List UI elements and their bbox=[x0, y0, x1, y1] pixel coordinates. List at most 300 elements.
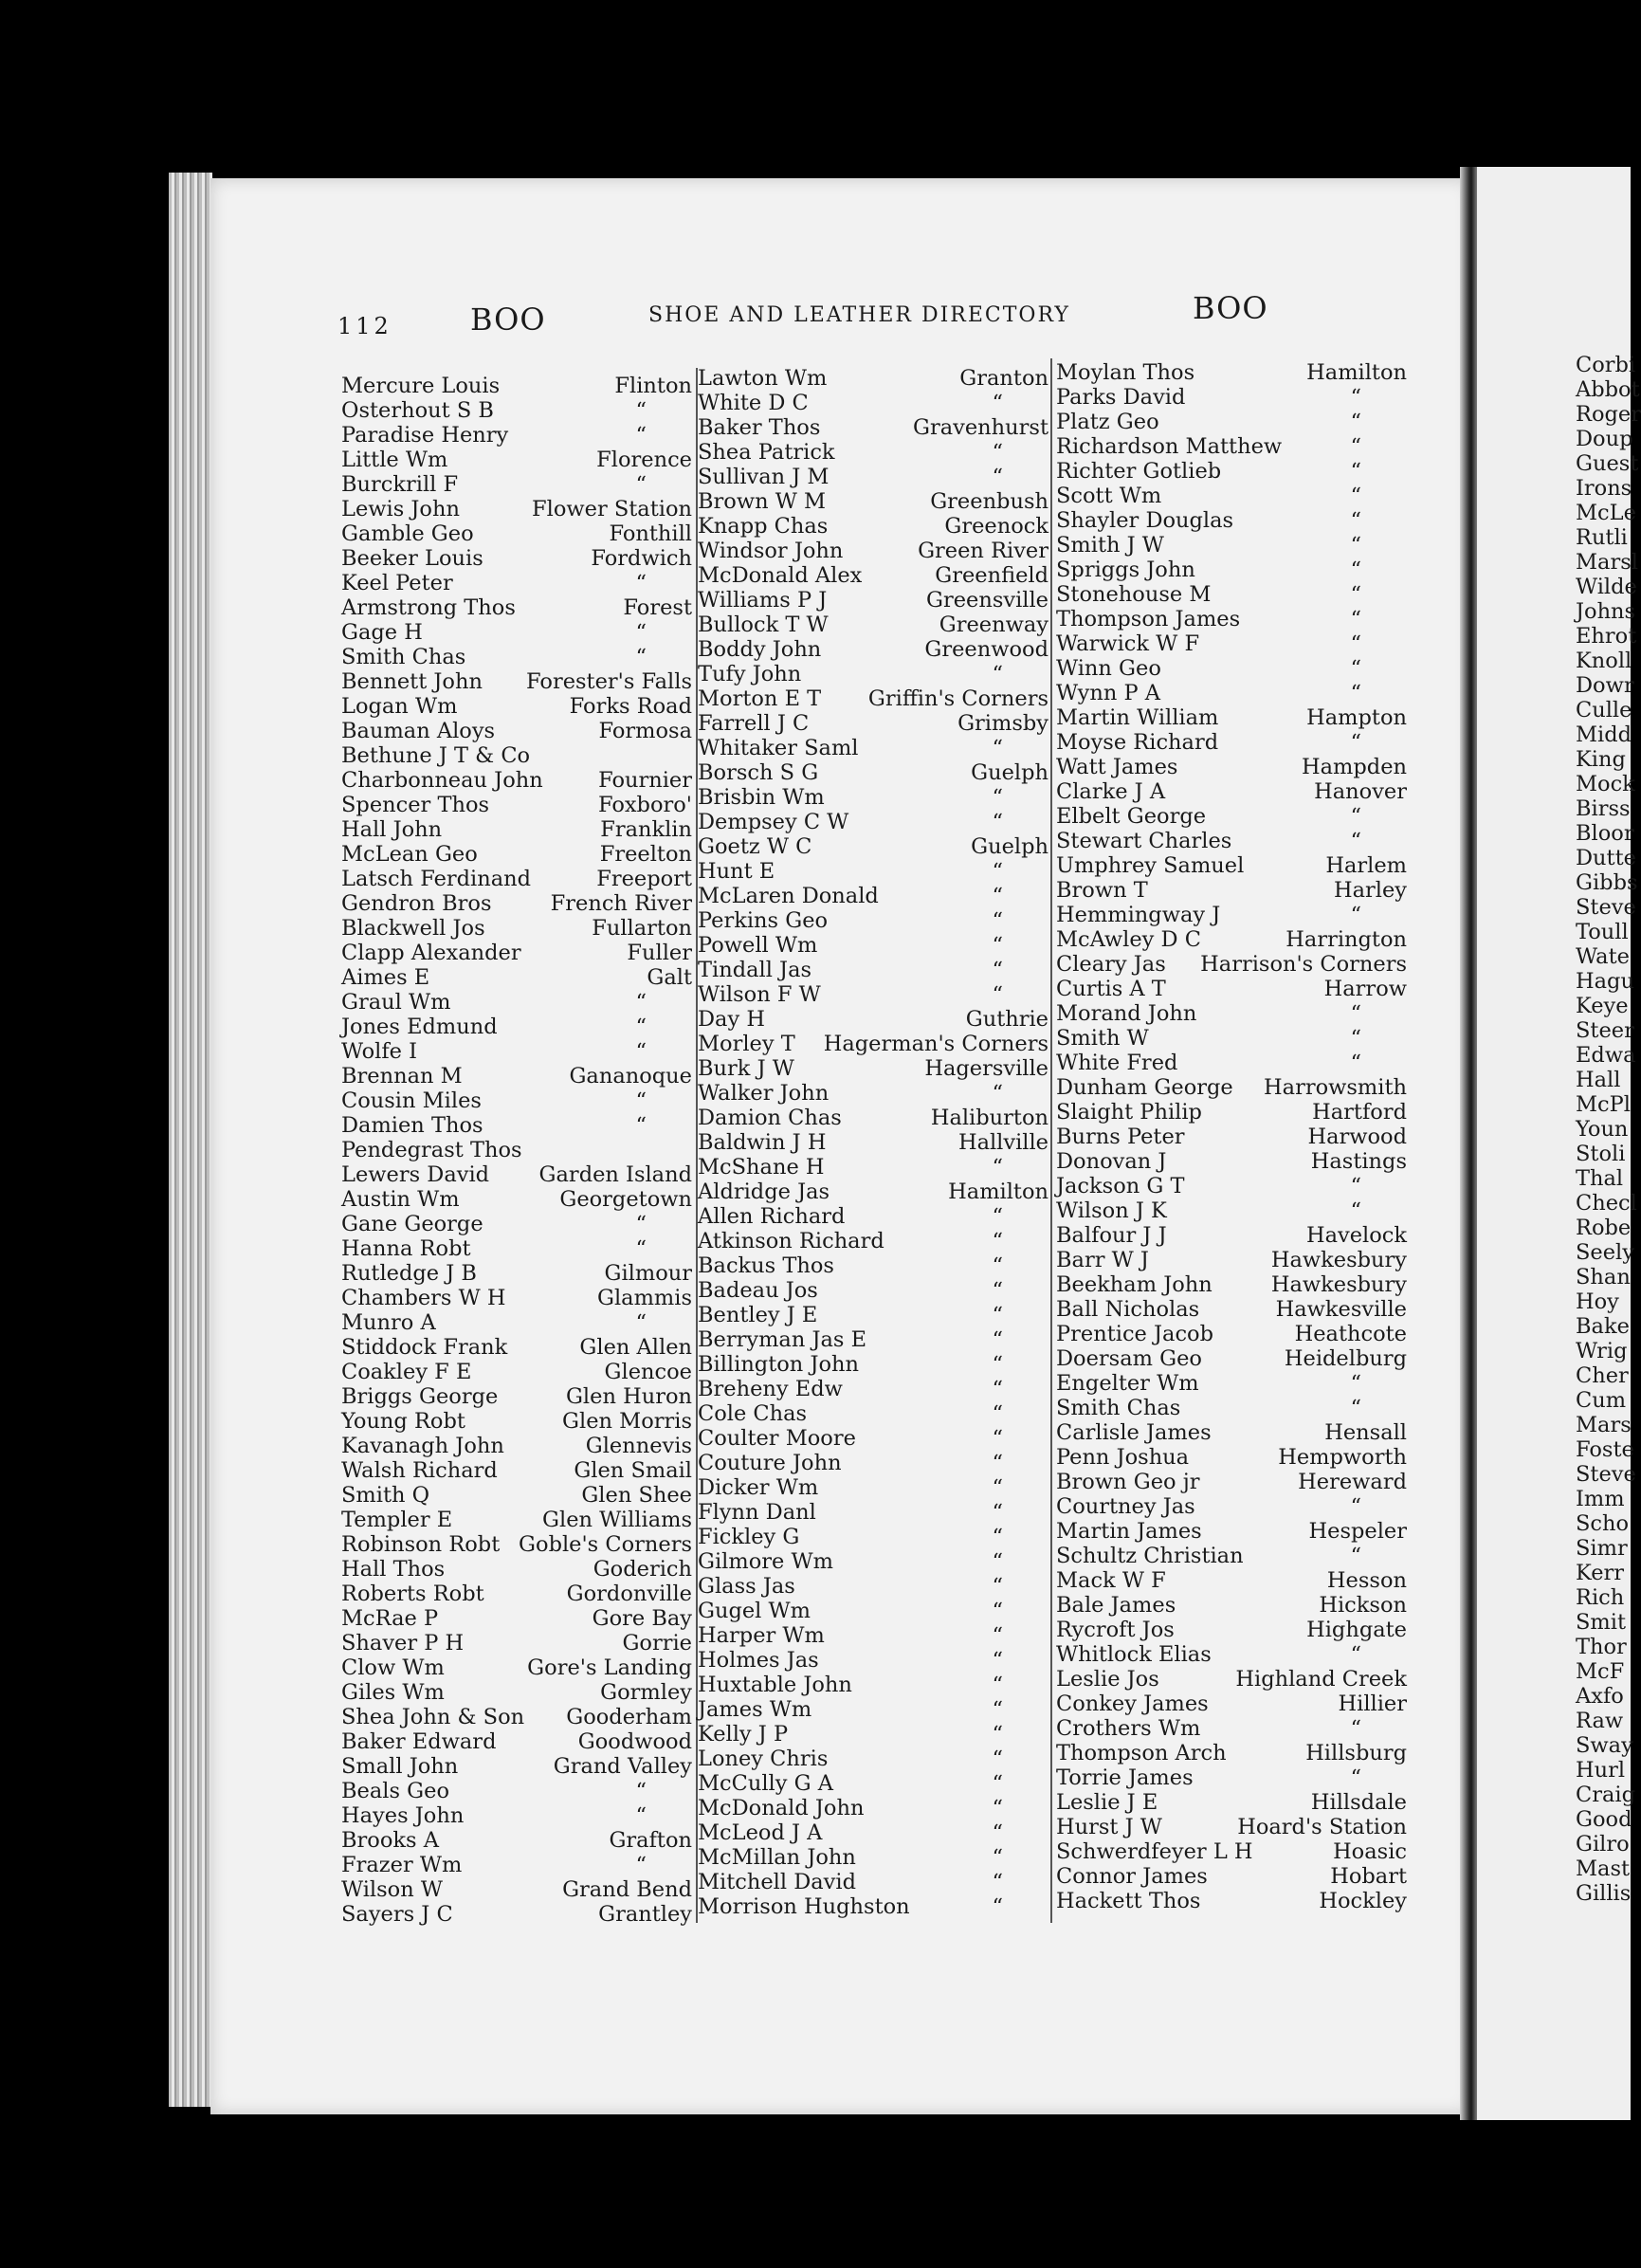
directory-entry bbox=[341, 1606, 692, 1631]
entry-name: Gage H bbox=[341, 620, 423, 645]
entry-place: Gooderham bbox=[566, 1705, 692, 1729]
directory-entry bbox=[341, 398, 692, 423]
directory-entry bbox=[698, 958, 1048, 982]
entry-place: “ bbox=[635, 1113, 647, 1138]
entry-place: “ bbox=[992, 1747, 1003, 1771]
entry-place: Hamilton bbox=[948, 1180, 1048, 1204]
entry-place: Forest bbox=[623, 595, 692, 620]
directory-entry bbox=[698, 1894, 1048, 1919]
entry-name: White Fred bbox=[1056, 1051, 1178, 1075]
entry-place: Guelph bbox=[971, 760, 1048, 785]
entry-place: Hereward bbox=[1298, 1470, 1407, 1494]
entry-place: “ bbox=[992, 1599, 1003, 1623]
directory-entry bbox=[341, 867, 692, 891]
column-divider bbox=[1050, 358, 1052, 1923]
directory-entry bbox=[341, 719, 692, 743]
directory-entry bbox=[341, 743, 692, 768]
directory-column-1 bbox=[341, 374, 692, 1927]
entry-name: Smith Q bbox=[341, 1483, 430, 1508]
entry-place: “ bbox=[1350, 1494, 1361, 1519]
entry-place: Hartford bbox=[1312, 1100, 1407, 1125]
entry-name: Backus Thos bbox=[698, 1253, 834, 1278]
directory-entry bbox=[1056, 1618, 1407, 1642]
entry-name: Slaight Philip bbox=[1056, 1100, 1202, 1125]
entry-place: “ bbox=[992, 662, 1003, 686]
entry-place: “ bbox=[992, 1475, 1003, 1500]
directory-entry bbox=[698, 1796, 1048, 1820]
entry-place: “ bbox=[1350, 410, 1361, 434]
directory-entry bbox=[341, 1582, 692, 1606]
directory-entry bbox=[698, 1081, 1048, 1106]
directory-entry bbox=[698, 1032, 1048, 1056]
entry-name: Curtis A T bbox=[1056, 977, 1166, 1001]
entry-place: “ bbox=[992, 1648, 1003, 1673]
directory-entry bbox=[698, 440, 1048, 465]
directory-entry bbox=[698, 1820, 1048, 1845]
entry-place: “ bbox=[992, 736, 1003, 760]
directory-entry bbox=[698, 1451, 1048, 1475]
entry-place: “ bbox=[635, 571, 647, 595]
directory-entry bbox=[341, 546, 692, 571]
entry-name: Little Wm bbox=[341, 448, 448, 472]
entry-place: Glammis bbox=[597, 1286, 692, 1310]
directory-entry bbox=[1056, 558, 1407, 582]
entry-place: Hanover bbox=[1314, 779, 1407, 804]
entry-name: Latsch Ferdinand bbox=[341, 867, 532, 891]
entry-name: Graul Wm bbox=[341, 990, 451, 1015]
entry-place: Greenfield bbox=[935, 563, 1048, 588]
entry-name: Badeau Jos bbox=[698, 1278, 818, 1303]
entry-place: “ bbox=[1350, 1001, 1361, 1026]
entry-name: Clow Wm bbox=[341, 1655, 445, 1680]
entry-name: Ball Nicholas bbox=[1056, 1297, 1200, 1322]
facing-page-fragment: King bbox=[1576, 747, 1626, 772]
entry-name: Armstrong Thos bbox=[341, 595, 516, 620]
directory-entry bbox=[341, 1064, 692, 1088]
entry-place: “ bbox=[635, 1853, 647, 1877]
entry-place: Grand Bend bbox=[562, 1877, 692, 1902]
entry-place: Harrington bbox=[1285, 927, 1407, 952]
entry-place: “ bbox=[635, 1212, 647, 1236]
directory-entry bbox=[698, 613, 1048, 637]
entry-name: Cleary Jas bbox=[1056, 952, 1166, 977]
entry-name: Morton E T bbox=[698, 686, 822, 711]
entry-name: McCully G A bbox=[698, 1771, 833, 1796]
entry-place: “ bbox=[1350, 459, 1361, 484]
entry-place: Forks Road bbox=[569, 694, 692, 719]
entry-name: Hurst J W bbox=[1056, 1815, 1162, 1839]
entry-name: Mercure Louis bbox=[341, 374, 501, 398]
entry-place: “ bbox=[992, 1673, 1003, 1697]
directory-entry bbox=[698, 933, 1048, 958]
entry-name: Aimes E bbox=[341, 965, 430, 990]
entry-place: Hastings bbox=[1310, 1149, 1407, 1174]
entry-name: Whitaker Saml bbox=[698, 736, 859, 760]
entry-name: Pendegrast Thos bbox=[341, 1138, 522, 1162]
entry-name: Bethune J T & Co bbox=[341, 743, 531, 768]
entry-name: Martin William bbox=[1056, 705, 1219, 730]
entry-place: “ bbox=[992, 1204, 1003, 1229]
entry-name: Day H bbox=[698, 1007, 765, 1032]
directory-entry bbox=[1056, 853, 1407, 878]
entry-place: Glen Shee bbox=[581, 1483, 692, 1508]
entry-place: Harrow bbox=[1323, 977, 1407, 1001]
directory-entry bbox=[1056, 1223, 1407, 1248]
entry-name: Shea Patrick bbox=[698, 440, 835, 465]
entry-place: “ bbox=[992, 1525, 1003, 1549]
entry-name: Bauman Aloys bbox=[341, 719, 496, 743]
entry-name: Williams P J bbox=[698, 588, 828, 613]
entry-place: “ bbox=[1350, 656, 1361, 681]
facing-page-fragment: Gillis bbox=[1576, 1881, 1632, 1906]
directory-entry bbox=[341, 423, 692, 448]
facing-page-fragment: Robe bbox=[1576, 1216, 1632, 1240]
entry-place: “ bbox=[992, 1574, 1003, 1599]
entry-place: “ bbox=[992, 1623, 1003, 1648]
entry-place: Grafton bbox=[609, 1828, 692, 1853]
entry-name: Small John bbox=[341, 1754, 459, 1779]
entry-name: Keel Peter bbox=[341, 571, 453, 595]
entry-name: Barr W J bbox=[1056, 1248, 1149, 1272]
entry-place: “ bbox=[992, 884, 1003, 908]
facing-page-fragment: Seely bbox=[1576, 1240, 1634, 1265]
entry-name: Charbonneau John bbox=[341, 768, 543, 793]
entry-name: Cole Chas bbox=[698, 1401, 808, 1426]
entry-place: Green River bbox=[918, 539, 1048, 563]
entry-place: “ bbox=[992, 1377, 1003, 1401]
directory-entry bbox=[1056, 1519, 1407, 1544]
entry-place: Hespeler bbox=[1308, 1519, 1407, 1544]
directory-entry bbox=[1056, 1741, 1407, 1765]
entry-place: Hesson bbox=[1326, 1568, 1407, 1593]
entry-name: Leslie Jos bbox=[1056, 1667, 1159, 1692]
entry-name: Donovan J bbox=[1056, 1149, 1167, 1174]
entry-place: “ bbox=[635, 398, 647, 423]
entry-name: Stiddock Frank bbox=[341, 1335, 508, 1360]
directory-entry bbox=[341, 1286, 692, 1310]
directory-entry bbox=[698, 563, 1048, 588]
facing-page-fragment: Hagu bbox=[1576, 969, 1634, 994]
entry-place: “ bbox=[1350, 903, 1361, 927]
facing-page-fragment: Wate bbox=[1576, 944, 1630, 969]
entry-name: Wynn P A bbox=[1056, 681, 1161, 705]
directory-entry bbox=[698, 1007, 1048, 1032]
entry-name: McRae P bbox=[341, 1606, 439, 1631]
directory-entry bbox=[698, 1352, 1048, 1377]
entry-name: Blackwell Jos bbox=[341, 916, 485, 941]
entry-name: Spencer Thos bbox=[341, 793, 490, 817]
entry-place: Hawkesbury bbox=[1270, 1272, 1407, 1297]
entry-name: Penn Joshua bbox=[1056, 1445, 1190, 1470]
entry-name: Beekham John bbox=[1056, 1272, 1213, 1297]
facing-page-fragment: Roger bbox=[1576, 402, 1641, 427]
entry-place: “ bbox=[992, 958, 1003, 982]
entry-name: Warwick W F bbox=[1056, 631, 1200, 656]
entry-name: Gendron Bros bbox=[341, 891, 492, 916]
directory-entry bbox=[1056, 1001, 1407, 1026]
directory-entry bbox=[1056, 459, 1407, 484]
directory-entry bbox=[1056, 903, 1407, 927]
directory-entry bbox=[1056, 681, 1407, 705]
directory-entry bbox=[341, 1828, 692, 1853]
entry-name: Roberts Robt bbox=[341, 1582, 484, 1606]
directory-entry bbox=[1056, 1494, 1407, 1519]
entry-name: Brown W M bbox=[698, 489, 827, 514]
entry-name: Hackett Thos bbox=[1056, 1889, 1201, 1913]
entry-name: Mack W F bbox=[1056, 1568, 1166, 1593]
directory-entry bbox=[1056, 1125, 1407, 1149]
directory-entry bbox=[698, 1623, 1048, 1648]
entry-place: “ bbox=[1350, 730, 1361, 755]
directory-entry bbox=[1056, 1667, 1407, 1692]
entry-name: Shayler Douglas bbox=[1056, 508, 1234, 533]
entry-name: Hunt E bbox=[698, 859, 775, 884]
directory-entry bbox=[698, 1722, 1048, 1747]
directory-entry bbox=[341, 1779, 692, 1803]
entry-place: “ bbox=[992, 1722, 1003, 1747]
entry-name: Prentice Jacob bbox=[1056, 1322, 1213, 1346]
facing-page-fragment: Bake bbox=[1576, 1314, 1630, 1339]
directory-entry bbox=[341, 374, 692, 398]
directory-entry bbox=[1056, 533, 1407, 558]
directory-entry bbox=[1056, 360, 1407, 385]
entry-name: Kavanagh John bbox=[341, 1434, 504, 1458]
directory-entry bbox=[698, 982, 1048, 1007]
entry-name: McShane H bbox=[698, 1155, 825, 1180]
entry-name: Holmes Jas bbox=[698, 1648, 819, 1673]
entry-place: Gravenhurst bbox=[913, 415, 1048, 440]
entry-name: Brisbin Wm bbox=[698, 785, 825, 810]
entry-place: Greenway bbox=[939, 613, 1048, 637]
facing-page-fragment: Johns bbox=[1576, 599, 1636, 624]
directory-entry bbox=[698, 1377, 1048, 1401]
entry-name: Leslie J E bbox=[1056, 1790, 1158, 1815]
entry-name: Bale James bbox=[1056, 1593, 1176, 1618]
entry-place: Hagersville bbox=[924, 1056, 1048, 1081]
entry-name: Wilson J K bbox=[1056, 1198, 1167, 1223]
entry-place: Heidelburg bbox=[1284, 1346, 1407, 1371]
facing-page-fragment: Simr bbox=[1576, 1536, 1628, 1561]
facing-page-fragment: Knoll bbox=[1576, 649, 1632, 673]
directory-entry bbox=[341, 1261, 692, 1286]
entry-place: Foxboro' bbox=[597, 793, 692, 817]
entry-name: Templer E bbox=[341, 1508, 453, 1532]
entry-place: Grand Valley bbox=[553, 1754, 692, 1779]
entry-place: “ bbox=[1350, 434, 1361, 459]
entry-name: Baker Edward bbox=[341, 1729, 497, 1754]
entry-name: Parks David bbox=[1056, 385, 1186, 410]
entry-place: Fournier bbox=[598, 768, 692, 793]
directory-entry bbox=[698, 514, 1048, 539]
directory-entry bbox=[1056, 705, 1407, 730]
entry-name: Morrison Hughston bbox=[698, 1894, 910, 1919]
facing-page-fragment: Culle bbox=[1576, 698, 1632, 722]
entry-place: “ bbox=[635, 1039, 647, 1064]
directory-entry bbox=[341, 1212, 692, 1236]
entry-place: Fordwich bbox=[591, 546, 692, 571]
entry-name: McAwley D C bbox=[1056, 927, 1201, 952]
directory-entry bbox=[698, 1106, 1048, 1130]
directory-entry bbox=[1056, 508, 1407, 533]
entry-place: Harlem bbox=[1325, 853, 1407, 878]
entry-place: “ bbox=[635, 1310, 647, 1335]
directory-entry bbox=[1056, 607, 1407, 631]
directory-entry bbox=[341, 1803, 692, 1828]
facing-page-fragment: Dowr bbox=[1576, 673, 1634, 698]
entry-name: Atkinson Richard bbox=[698, 1229, 884, 1253]
entry-place: Glen Williams bbox=[542, 1508, 692, 1532]
directory-entry bbox=[1056, 1568, 1407, 1593]
directory-entry bbox=[341, 620, 692, 645]
entry-place: Guelph bbox=[971, 834, 1048, 859]
directory-entry bbox=[1056, 1593, 1407, 1618]
directory-entry bbox=[341, 990, 692, 1015]
entry-place: “ bbox=[1350, 804, 1361, 829]
directory-entry bbox=[698, 465, 1048, 489]
entry-name: Martin James bbox=[1056, 1519, 1202, 1544]
entry-place: “ bbox=[1350, 1396, 1361, 1420]
directory-entry bbox=[1056, 484, 1407, 508]
entry-name: Logan Wm bbox=[341, 694, 458, 719]
entry-name: Cousin Miles bbox=[341, 1088, 482, 1113]
entry-place: Franklin bbox=[600, 817, 692, 842]
directory-entry bbox=[698, 1697, 1048, 1722]
facing-page-fragment: Rich bbox=[1576, 1585, 1625, 1610]
directory-entry bbox=[698, 1426, 1048, 1451]
entry-place: “ bbox=[635, 1779, 647, 1803]
facing-page-fragment: Hall bbox=[1576, 1068, 1621, 1092]
directory-entry bbox=[1056, 385, 1407, 410]
directory-entry bbox=[1056, 755, 1407, 779]
entry-name: Mitchell David bbox=[698, 1870, 856, 1894]
entry-name: Brown T bbox=[1056, 878, 1148, 903]
facing-page-fragment: Midd bbox=[1576, 722, 1632, 747]
entry-name: Thompson Arch bbox=[1056, 1741, 1227, 1765]
entry-name: Balfour J J bbox=[1056, 1223, 1167, 1248]
entry-name: Smith W bbox=[1056, 1026, 1149, 1051]
entry-place: Hagerman's Corners bbox=[823, 1032, 1048, 1056]
entry-name: Glass Jas bbox=[698, 1574, 795, 1599]
entry-name: Elbelt George bbox=[1056, 804, 1207, 829]
entry-name: Carlisle James bbox=[1056, 1420, 1212, 1445]
facing-page-fragment: Wilde bbox=[1576, 575, 1637, 599]
entry-place: Fullarton bbox=[592, 916, 692, 941]
entry-place: Freelton bbox=[599, 842, 692, 867]
entry-place: “ bbox=[992, 391, 1003, 415]
entry-place: “ bbox=[1350, 681, 1361, 705]
entry-name: Gane George bbox=[341, 1212, 483, 1236]
entry-place: Flinton bbox=[614, 374, 692, 398]
entry-name: Perkins Geo bbox=[698, 908, 829, 933]
directory-entry bbox=[341, 1088, 692, 1113]
facing-page-fragment: Checl bbox=[1576, 1191, 1637, 1216]
directory-column-3 bbox=[1056, 360, 1407, 1913]
directory-entry bbox=[1056, 1149, 1407, 1174]
entry-place: “ bbox=[992, 1697, 1003, 1722]
directory-entry bbox=[698, 1870, 1048, 1894]
entry-name: Wilson F W bbox=[698, 982, 821, 1007]
entry-place: Greenbush bbox=[930, 489, 1048, 514]
entry-place: Grimsby bbox=[957, 711, 1048, 736]
entry-place: “ bbox=[992, 1253, 1003, 1278]
directory-entry bbox=[341, 1138, 692, 1162]
entry-name: Coulter Moore bbox=[698, 1426, 856, 1451]
entry-place: “ bbox=[635, 620, 647, 645]
entry-name: Billington John bbox=[698, 1352, 859, 1377]
entry-place: “ bbox=[1350, 829, 1361, 853]
directory-entry bbox=[1056, 1445, 1407, 1470]
facing-page-fragment: Shan bbox=[1576, 1265, 1631, 1289]
entry-name: Young Robt bbox=[341, 1409, 465, 1434]
directory-entry bbox=[698, 588, 1048, 613]
entry-name: Scott Wm bbox=[1056, 484, 1162, 508]
entry-place: Heathcote bbox=[1294, 1322, 1407, 1346]
entry-place: Havelock bbox=[1305, 1223, 1407, 1248]
entry-name: Shaver P H bbox=[341, 1631, 465, 1655]
directory-entry bbox=[341, 669, 692, 694]
entry-name: Frazer Wm bbox=[341, 1853, 463, 1877]
entry-place: Greenock bbox=[944, 514, 1048, 539]
facing-page-fragment: Imm bbox=[1576, 1487, 1625, 1511]
entry-name: Osterhout S B bbox=[341, 398, 494, 423]
directory-entry bbox=[698, 859, 1048, 884]
entry-name: McDonald John bbox=[698, 1796, 865, 1820]
directory-entry bbox=[341, 1902, 692, 1927]
directory-entry bbox=[1056, 1716, 1407, 1741]
entry-name: Conkey James bbox=[1056, 1692, 1209, 1716]
entry-name: Schultz Christian bbox=[1056, 1544, 1244, 1568]
entry-place: Guthrie bbox=[965, 1007, 1048, 1032]
directory-entry bbox=[698, 1599, 1048, 1623]
entry-name: White D C bbox=[698, 391, 809, 415]
facing-page-fragment: Steve bbox=[1576, 1462, 1636, 1487]
entry-place: “ bbox=[992, 1771, 1003, 1796]
directory-entry bbox=[1056, 1272, 1407, 1297]
entry-name: Richter Gotlieb bbox=[1056, 459, 1222, 484]
directory-entry bbox=[1056, 1371, 1407, 1396]
facing-page-fragment: Irons bbox=[1576, 476, 1632, 501]
entry-place: “ bbox=[1350, 484, 1361, 508]
directory-entry bbox=[1056, 582, 1407, 607]
facing-page-fragment: Marsl bbox=[1576, 550, 1638, 575]
entry-name: Hall John bbox=[341, 817, 443, 842]
directory-entry bbox=[341, 472, 692, 497]
entry-place: Griffin's Corners bbox=[867, 686, 1048, 711]
entry-place: Hockley bbox=[1319, 1889, 1407, 1913]
directory-entry bbox=[1056, 730, 1407, 755]
entry-name: McDonald Alex bbox=[698, 563, 863, 588]
directory-entry bbox=[341, 645, 692, 669]
entry-name: Hall Thos bbox=[341, 1557, 446, 1582]
entry-name: Aldridge Jas bbox=[698, 1180, 830, 1204]
facing-page-fragment: Mock bbox=[1576, 772, 1635, 796]
entry-place: “ bbox=[1350, 533, 1361, 558]
entry-name: Chambers W H bbox=[341, 1286, 506, 1310]
directory-entry bbox=[1056, 829, 1407, 853]
entry-place: “ bbox=[1350, 1765, 1361, 1790]
directory-entry bbox=[341, 1187, 692, 1212]
facing-page-fragment: Stoli bbox=[1576, 1142, 1626, 1166]
directory-entry bbox=[1056, 1692, 1407, 1716]
entry-place: Formosa bbox=[598, 719, 692, 743]
entry-place: “ bbox=[992, 1327, 1003, 1352]
entry-place: “ bbox=[992, 465, 1003, 489]
directory-entry bbox=[1056, 952, 1407, 977]
entry-place: “ bbox=[992, 810, 1003, 834]
entry-place: Hobart bbox=[1330, 1864, 1407, 1889]
directory-entry bbox=[698, 711, 1048, 736]
directory-entry bbox=[341, 1236, 692, 1261]
